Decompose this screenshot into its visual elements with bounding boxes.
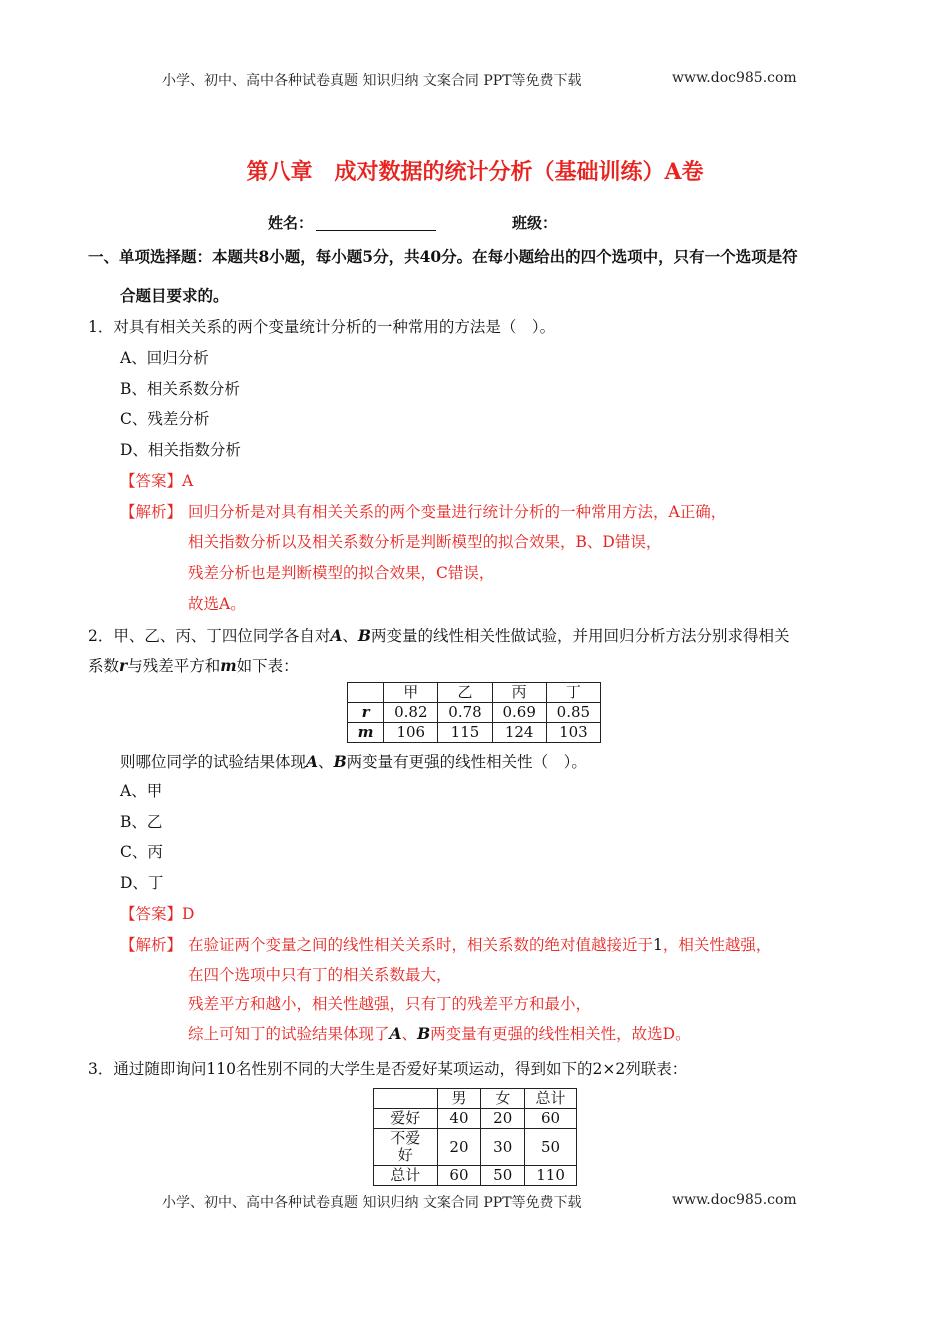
q3-dimension: 2×2	[592, 1060, 626, 1078]
q2-analysis4-a: 综上可知丁的试验结果体现了	[188, 1025, 390, 1043]
q1-analysis-line1: 回归分析是对具有相关关系的两个变量进行统计分析的一种常用方法，A正确，	[188, 503, 727, 521]
table-cell: 20	[437, 1129, 481, 1166]
q2-option-c[interactable]: C、丙	[120, 843, 163, 861]
q3-number: 110	[206, 1060, 236, 1078]
q2-table-header	[348, 683, 601, 703]
q1-option-a[interactable]: A、回归分析	[120, 349, 209, 367]
table-cell: 40	[437, 1109, 481, 1129]
table-cell: 0.82	[384, 703, 438, 723]
table-cell	[374, 1089, 438, 1109]
q2-table	[347, 682, 601, 743]
page-header-site: www.doc985.com	[672, 70, 797, 86]
table-row	[348, 723, 601, 743]
q1-option-c[interactable]: C、残差分析	[120, 410, 210, 428]
table-cell: r	[348, 703, 384, 723]
q1-option-b[interactable]: B、相关系数分析	[120, 380, 240, 398]
table-cell: 爱好	[374, 1109, 438, 1129]
table-cell: 60	[437, 1166, 481, 1186]
q2-answer	[120, 902, 194, 924]
page-footer-site: www.doc985.com	[672, 1192, 797, 1208]
q2-question-b: 两变量有更强的线性相关性（ ）。	[346, 753, 587, 771]
q2-stem1-b: 两变量的线性相关性做试验，并用回归分析方法分别求得相关	[371, 627, 790, 645]
q2-option-a[interactable]: A、甲	[120, 782, 163, 800]
table-cell: 0.78	[438, 703, 492, 723]
var-r: r	[119, 656, 128, 675]
section1-heading-line2: 合题目要求的。	[120, 286, 229, 305]
table-row	[374, 1109, 577, 1129]
var-b: B	[333, 752, 347, 771]
q1-stem: 1．对具有相关关系的两个变量统计分析的一种常用的方法是（ ）。	[88, 318, 556, 336]
var-a: A	[306, 752, 319, 771]
name-blank-line[interactable]	[316, 230, 436, 231]
q1-analysis-line3: 残差分析也是判断模型的拟合效果，C错误，	[188, 564, 495, 582]
var-a: A	[389, 1024, 402, 1043]
table-cell: m	[348, 723, 384, 743]
q2-option-d[interactable]: D、丁	[120, 874, 164, 892]
q2-answer-label: 【答案】	[120, 905, 183, 923]
table-cell: 115	[438, 723, 492, 743]
q1-analysis-line2: 相关指数分析以及相关系数分析是判断模型的拟合效果，B、D错误，	[188, 533, 662, 551]
q2-analysis1-b: ，相关性越强，	[662, 936, 772, 954]
q1-answer-label: 【答案】	[120, 472, 183, 490]
q2-analysis4-b: 两变量有更强的线性相关性，故选D。	[430, 1025, 691, 1043]
q2-stem2-b: 与残差平方和	[127, 657, 221, 675]
page-footer-text: 小学、初中、高中各种试卷真题 知识归纳 文案合同 PPT等免费下载	[162, 1195, 582, 1211]
var-m: m	[220, 656, 237, 675]
table-row	[374, 1166, 577, 1186]
table-cell: 0.69	[492, 703, 546, 723]
table-cell: 总计	[525, 1089, 577, 1109]
q1-answer	[120, 469, 193, 491]
table-cell: 30	[481, 1129, 525, 1166]
separator: 、	[318, 753, 334, 771]
class-label: 班级：	[512, 214, 558, 232]
q3-stem-a: 3．通过随即询问	[88, 1060, 207, 1078]
table-cell: 甲	[384, 683, 438, 703]
table-cell: 124	[492, 723, 546, 743]
table-cell: 总计	[374, 1166, 438, 1186]
q3-stem-c: 列联表：	[625, 1060, 688, 1078]
q2-stem-line1	[88, 624, 790, 646]
q3-stem-b: 名性别不同的大学生是否爱好某项运动，得到如下的	[235, 1060, 593, 1078]
q2-stem2-a: 系数	[88, 657, 120, 675]
table-cell: 20	[481, 1109, 525, 1129]
number-one: 1	[653, 936, 663, 954]
table-row	[348, 703, 601, 723]
q1-option-d[interactable]: D、相关指数分析	[120, 441, 241, 459]
table-cell: 106	[384, 723, 438, 743]
table-cell: 丁	[546, 683, 600, 703]
table-cell: 60	[525, 1109, 577, 1129]
section1-heading-line1: 一、单项选择题：本题共8小题，每小题5分，共40分。在每小题给出的四个选项中，只有一个选项是符	[88, 247, 798, 266]
q2-analysis1-a: 在验证两个变量之间的线性相关关系时，相关系数的绝对值越接近于	[188, 936, 654, 954]
table-cell: 50	[481, 1166, 525, 1186]
table-cell: 乙	[438, 683, 492, 703]
table-cell: 50	[525, 1129, 577, 1166]
q2-analysis-label: 【解析】	[120, 936, 183, 954]
q2-answer-value: D	[182, 905, 195, 923]
q3-contingency-table	[373, 1088, 577, 1186]
q1-answer-value: A	[182, 472, 194, 490]
q2-stem2-c: 如下表：	[236, 657, 299, 675]
table-cell: 不爱好	[374, 1129, 438, 1166]
table-cell: 0.85	[546, 703, 600, 723]
name-label: 姓名：	[268, 214, 314, 232]
q2-analysis-line2: 在四个选项中只有丁的相关系数最大，	[188, 966, 452, 984]
page-title: 第八章 成对数据的统计分析（基础训练）A卷	[246, 159, 704, 185]
q3-stem	[88, 1057, 687, 1079]
page-header-text: 小学、初中、高中各种试卷真题 知识归纳 文案合同 PPT等免费下载	[162, 73, 582, 89]
var-b: B	[357, 626, 372, 645]
table-cell: 110	[525, 1166, 577, 1186]
q2-option-b[interactable]: B、乙	[120, 813, 163, 831]
table-cell: 丙	[492, 683, 546, 703]
q2-analysis-line4	[188, 1022, 691, 1044]
var-a: A	[330, 626, 343, 645]
table-row	[374, 1129, 577, 1166]
table-cell: 男	[437, 1089, 481, 1109]
q2-analysis-line3: 残差平方和越小，相关性越强，只有丁的残差平方和最小，	[188, 995, 592, 1013]
q2-question	[120, 750, 587, 772]
q1-analysis-label: 【解析】	[120, 503, 183, 521]
var-b: B	[417, 1024, 431, 1043]
table-cell	[348, 683, 384, 703]
q2-stem-line2	[88, 654, 299, 676]
q2-stem1-a: 2．甲、乙、丙、丁四位同学各自对	[88, 627, 331, 645]
q1-analysis-line4: 故选A。	[188, 595, 246, 613]
q3-table-header	[374, 1089, 577, 1109]
separator: 、	[342, 627, 358, 645]
table-cell: 女	[481, 1089, 525, 1109]
q2-question-a: 则哪位同学的试验结果体现	[120, 753, 307, 771]
separator: 、	[401, 1025, 418, 1043]
table-cell: 103	[546, 723, 600, 743]
q2-analysis-line1	[188, 933, 771, 955]
